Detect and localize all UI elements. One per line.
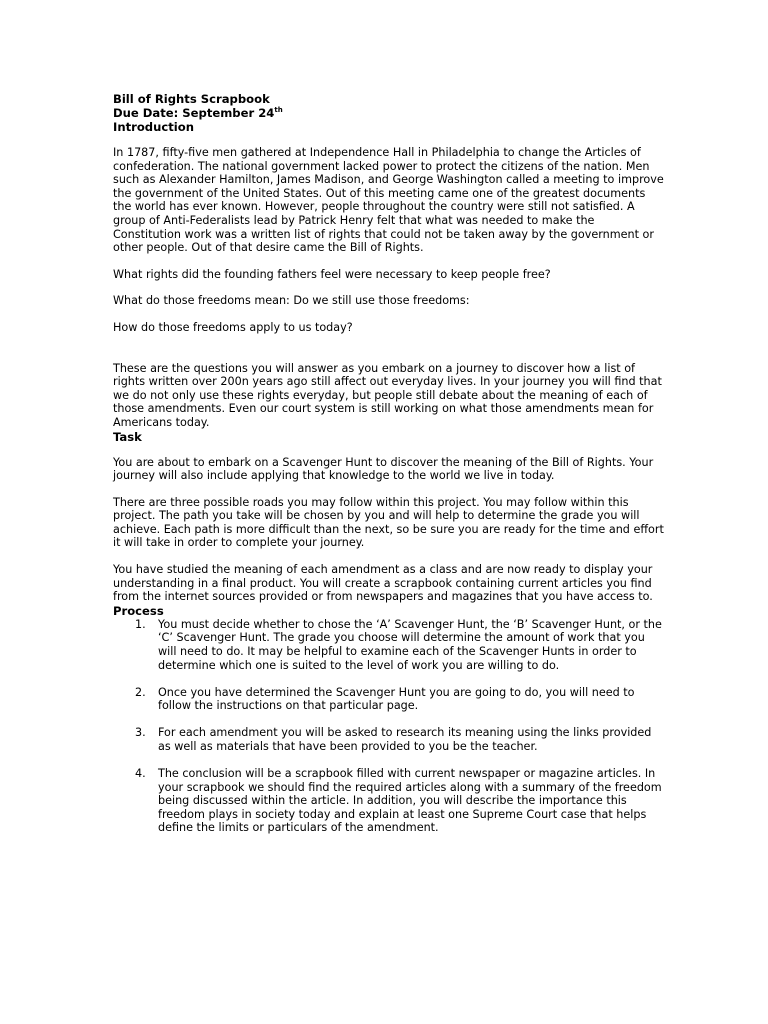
step-number: 3. bbox=[135, 726, 146, 740]
process-step bbox=[113, 618, 665, 672]
question-3: How do those freedoms apply to us today? bbox=[113, 320, 353, 334]
process-heading: Process bbox=[113, 603, 164, 618]
step-text: The conclusion will be a scrapbook filled with current newspaper or magazine articles. In your scrapbook we should find the required articles along with a summary of the freedom being discussed within the article. In addition, you will describe the importance this freedom plays in society today and explain at least one Supreme Court case that helps define the limits or particulars of the amendment. bbox=[158, 767, 662, 835]
introduction-heading: Introduction bbox=[113, 120, 194, 134]
due-date bbox=[113, 106, 665, 120]
process-step bbox=[113, 686, 665, 713]
process-step bbox=[113, 726, 665, 753]
step-number: 4. bbox=[135, 767, 146, 781]
process-steps bbox=[113, 618, 665, 835]
due-date-suffix: th bbox=[274, 106, 283, 115]
task-heading: Task bbox=[113, 429, 142, 444]
process-step bbox=[113, 767, 665, 835]
step-text: Once you have determined the Scavenger Hunt you are going to do, you will need to follow the instructions on that particular page. bbox=[158, 685, 635, 713]
question-2: What do those freedoms mean: Do we still use those freedoms: bbox=[113, 294, 470, 308]
question-1: What rights did the founding fathers feel were necessary to keep people free? bbox=[113, 267, 551, 281]
document-page bbox=[113, 92, 665, 849]
step-text: You must decide whether to chose the ‘A’ Scavenger Hunt, the ‘B’ Scavenger Hunt, or the ‘C’ Scavenger Hunt. The grade you choose will determine the amount of work that you will need to do. It may be helpful to examine each of the Scavenger Hunts in order to determine which one is suited to the level of work you are willing to do. bbox=[158, 617, 662, 672]
due-date-text: Due Date: September 24 bbox=[113, 106, 275, 120]
introduction-closing: These are the questions you will answer as you embark on a journey to discover how a list of rights written over 200n years ago still affect out everyday lives. In your journey you will find that we do not only use these rights everyday, but people still debate about the meaning of each of those amendments. Even our court system is still working on what those amendments mean for Americans today. bbox=[113, 361, 662, 429]
task-paragraph: There are three possible roads you may follow within this project. You may follow within this project. The path you take will be chosen by you and will help to determine the grade you will achieve. Each path is more difficult than the next, so be sure you are ready for the time and effort it will take in order to complete your journey. bbox=[113, 495, 664, 550]
step-text: For each amendment you will be asked to research its meaning using the links provided as well as materials that have been provided to you be the teacher. bbox=[158, 726, 652, 753]
introduction-paragraph: In 1787, fifty-five men gathered at Independence Hall in Philadelphia to change the Articles of confederation. The national government lacked power to protect the citizens of the nation. Men such as Alexander Hamilton, James Madison, and George Washington called a meeting to improve the government of the United States. Out of this meeting came one of the greatest documents the world has ever known. However, people throughout the country were still not satisfied. A group of Anti-Federalists lead by Patrick Henry felt that what was needed to make the Constitution work was a written list of rights that could not be taken away by the government or other people. Out of that desire came the Bill of Rights. bbox=[113, 146, 664, 255]
step-number: 2. bbox=[135, 685, 146, 699]
task-paragraph: You have studied the meaning of each amendment as a class and are now ready to display your understanding in a final product. You will create a scrapbook containing current articles you find from the internet sources provided or from newspapers and magazines that you have access to. bbox=[113, 563, 653, 604]
step-number: 1. bbox=[135, 617, 146, 631]
task-paragraph: You are about to embark on a Scavenger Hunt to discover the meaning of the Bill of Rights. Your journey will also include applying that knowledge to the world we live in today. bbox=[113, 455, 654, 483]
document-title: Bill of Rights Scrapbook bbox=[113, 92, 270, 106]
